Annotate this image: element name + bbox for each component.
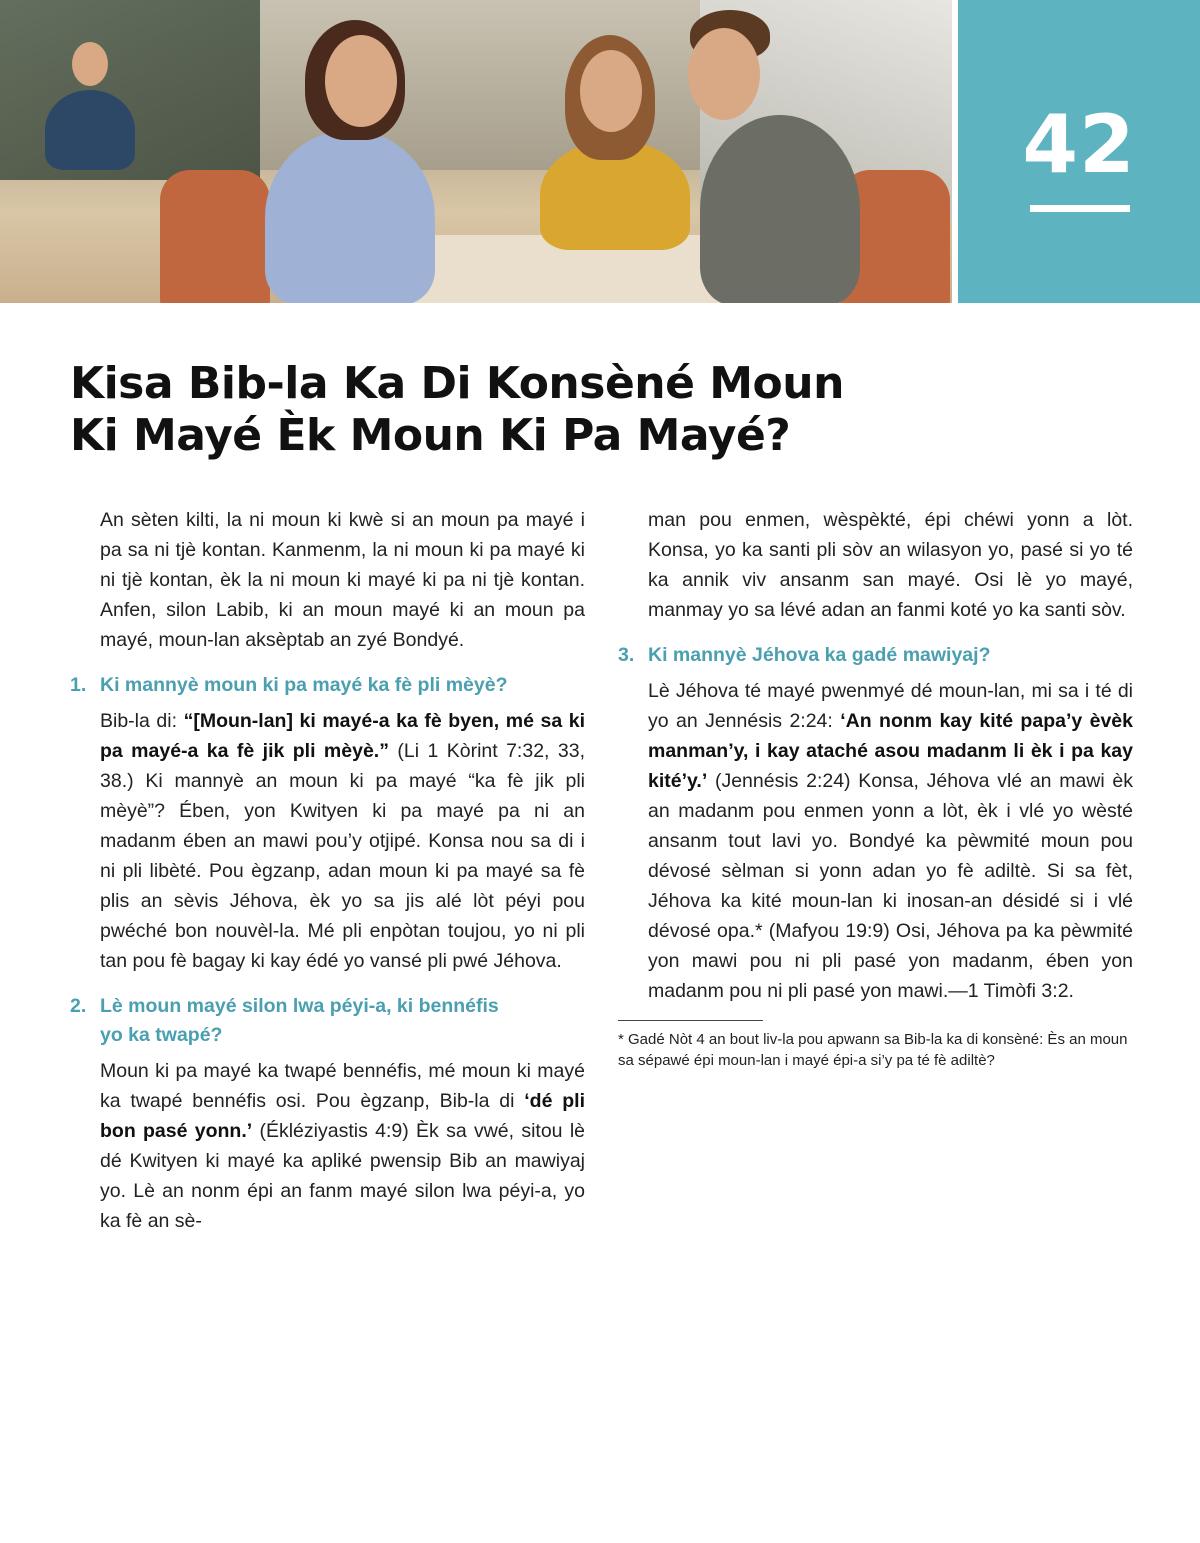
man-right-head bbox=[688, 28, 760, 120]
question-2-line-2: yo ka twapé? bbox=[100, 1024, 223, 1046]
background-person bbox=[45, 90, 135, 170]
question-2-text bbox=[100, 992, 585, 1050]
question-3-text: Ki mannyè Jéhova ka gadé mawiyaj? bbox=[648, 644, 991, 666]
question-1-number: 1. bbox=[70, 674, 87, 696]
footnote: * Gadé Nòt 4 an bout liv-la pou apwann sa Bib-la ka di konsèné: Ès an moun sa sépawé épi moun-lan i mayé épi-a si’y pa té fè adiltè? bbox=[618, 1031, 1128, 1069]
question-1 bbox=[70, 671, 585, 700]
section-2-quote: ‘dé pli bon pasé yonn.’ bbox=[100, 1090, 585, 1142]
section-1-text-after: (Li 1 Kòrint 7:32, 33, 38.) Ki mannyè an moun ki pa mayé “ka fè jik pli mèyè”? Ében, yon Kwityen ki pa mayé pa ni an madanm ében an mawi pou’y otjipé. Konsa nou sa di i ni pli libèté. Pou ègzanp, adan moun ki pa mayé sa fè plis an sèvis Jéhova, èk yo sa jis alé lòt péyi pou pwéché bon nouvèl-la. Mé pli enpòtan toujou, yo ni pli tan pou fè bagay ki kay édé yo vansé pli pwé Jéhova. bbox=[100, 740, 585, 972]
question-3 bbox=[618, 641, 1133, 670]
man-right bbox=[700, 115, 860, 303]
lesson-number-underline bbox=[1030, 205, 1130, 212]
section-1-text-before: Bib-la di: bbox=[100, 710, 184, 732]
section-3-quote: ‘An nonm kay kité papa’y èvèk manman’y, i kay ataché asou madanm li èk i pa kay kité’y.’ bbox=[648, 710, 1133, 792]
question-2 bbox=[70, 992, 585, 1050]
banner-photo bbox=[0, 0, 952, 303]
background-person-head bbox=[72, 42, 108, 86]
title-line-2: Ki Mayé Èk Moun Ki Pa Mayé? bbox=[70, 410, 791, 461]
question-2-number: 2. bbox=[70, 995, 87, 1017]
question-1-text: Ki mannyè moun ki pa mayé ka fè pli mèyè? bbox=[100, 674, 508, 696]
section-2-continued: man pou enmen, wèspèkté, épi chéwi yonn a lòt. Konsa, yo ka santi pli sòv an wilasyon yo, pasé si yo té ka annik viv ansanm san mayé. Osi lè yo mayé, manmay yo sa lévé adan an fanmi koté yo ka santi sòv. bbox=[648, 509, 1133, 621]
lesson-number: 42 bbox=[1022, 98, 1136, 191]
section-1-paragraph bbox=[70, 706, 585, 976]
question-2-line-1: Lè moun mayé silon lwa péyi-a, ki bennéfis bbox=[100, 995, 499, 1017]
question-3-number: 3. bbox=[618, 644, 635, 666]
woman-left bbox=[265, 130, 435, 303]
section-2-text-before: Moun ki pa mayé ka twapé bennéfis, mé moun ki mayé ka twapé bennéfis osi. Pou ègzanp, Bib-la di bbox=[100, 1060, 585, 1112]
section-2-text-after: (Ékléziyastis 4:9) Èk sa vwé, sitou lè dé Kwityen ki mayé ka apliké pwensip Bib an mawiyaj yo. Lè an nonm épi an fanm mayé silon lwa péyi-a, yo ka fè an sè- bbox=[100, 1120, 585, 1232]
right-column bbox=[618, 505, 1133, 1071]
woman-left-head bbox=[325, 35, 397, 127]
section-1-quote: “[Moun-lan] ki mayé-a ka fè byen, mé sa ki pa mayé-a ka fè jik pli mèyè.” bbox=[100, 710, 585, 762]
page-title bbox=[70, 358, 970, 462]
title-line-1: Kisa Bib-la Ka Di Konsèné Moun bbox=[70, 358, 844, 409]
section-3-paragraph bbox=[618, 676, 1133, 1006]
lesson-number-box bbox=[958, 0, 1200, 303]
section-3-text-after: (Jennésis 2:24) Konsa, Jéhova vlé an mawi èk an madanm pou enmen yonn a lòt, èk i vlé yo wèsté ansanm tout lavi yo. Bondyé ka pèwmité moun pou dévosé sèlman si yonn adan yo fè adiltè. Si sa fèt, Jéhova ka kité moun-lan ki inosan-an désidé si i vlé dévosé opa.* (Mafyou 19:9) Osi, Jéhova pa ka pèwmité yon mawi pou ni pli pasé yon madanm, ében yon madanm pou ni pli pasé yon mawi.—1 Timòfi 3:2. bbox=[648, 770, 1133, 1002]
left-column bbox=[70, 505, 585, 1236]
footnote-divider bbox=[618, 1020, 763, 1021]
intro-paragraph: An sèten kilti, la ni moun ki kwè si an moun pa mayé i pa sa ni tjè kontan. Kanmenm, la ni moun ki pa mayé ki ni tjè kontan, èk la ni moun ki mayé ki pa ni tjè kontan. Anfen, silon Labib, ki an moun mayé ki an moun pa mayé, moun-lan aksèptab an zyé Bondyé. bbox=[100, 509, 585, 651]
section-2-paragraph bbox=[70, 1056, 585, 1236]
woman-middle-head bbox=[580, 50, 642, 132]
section-3-text-before: Lè Jéhova té mayé pwenmyé dé moun-lan, mi sa i té di yo an Jennésis 2:24: bbox=[648, 680, 1133, 732]
chair bbox=[160, 170, 270, 303]
